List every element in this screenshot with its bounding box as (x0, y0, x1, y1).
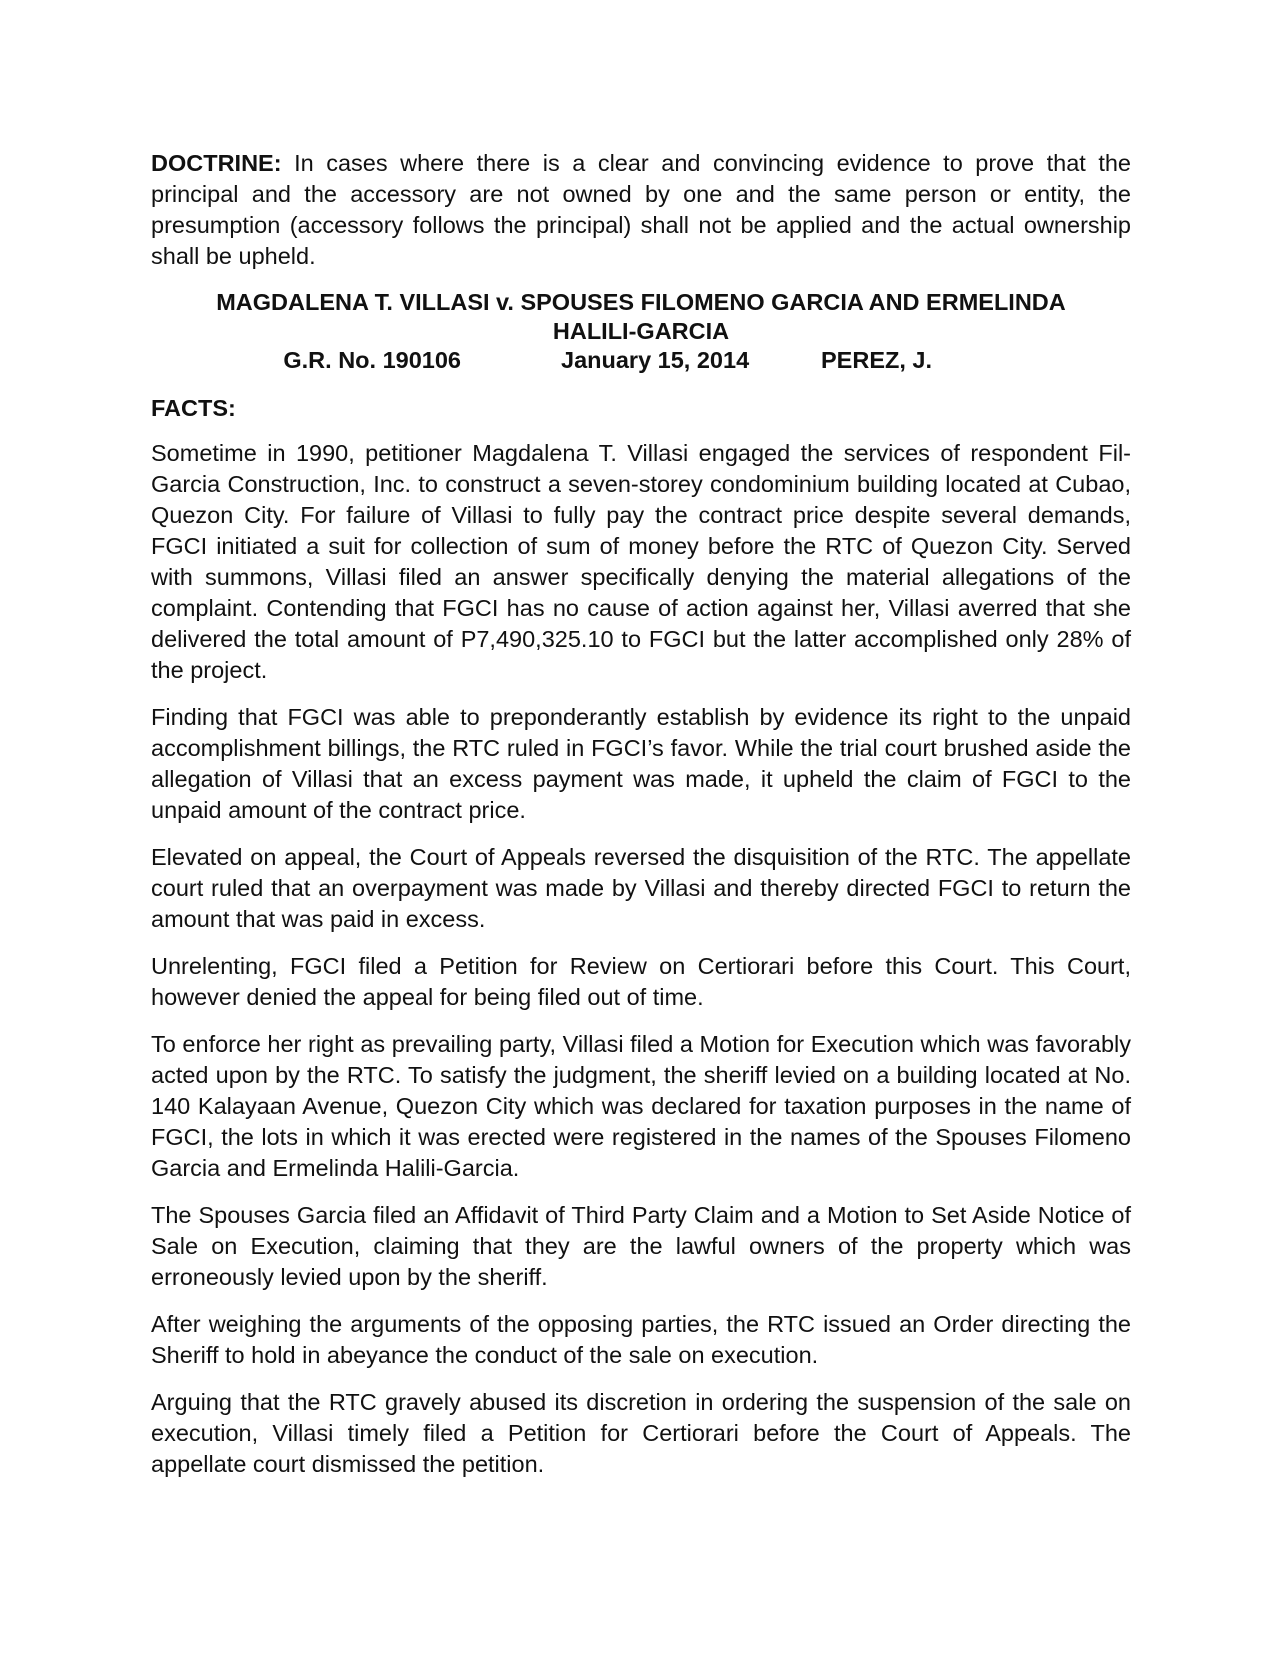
doctrine-paragraph (151, 148, 1131, 272)
case-ponente: PEREZ, J. (821, 347, 933, 373)
facts-paragraph: Sometime in 1990, petitioner Magdalena T. Villasi engaged the services of respondent Fil-Garcia Construction, Inc. to construct a seven-storey condominium building located at Cubao, Quezon City. For failure of Villasi to fully pay the contract price despite several demands, FGCI initiated a suit for collection of sum of money before the RTC of Quezon City. Served with summons, Villasi filed an answer specifically denying the material allegations of the complaint. Contending that FGCI has no cause of action against her, Villasi averred that she delivered the total amount of P7,490,325.10 to FGCI but the latter accomplished only 28% of the project. (151, 440, 1131, 683)
doctrine-text: In cases where there is a clear and convincing evidence to prove that the principal and the accessory are not owned by one and the same person or entity, the presumption (accessory follows the principal) shall not be applied and the actual ownership shall be upheld. (151, 150, 1131, 269)
document-page (151, 148, 1131, 1496)
doctrine-label: DOCTRINE: (151, 150, 282, 176)
facts-paragraph: Arguing that the RTC gravely abused its discretion in ordering the suspension of the sale on execution, Villasi timely filed a Petition for Certiorari before the Court of Appeals. The appellate court dismissed the petition. (151, 1389, 1131, 1477)
facts-paragraph: Unrelenting, FGCI filed a Petition for Review on Certiorari before this Court. This Court, however denied the appeal for being filed out of time. (151, 953, 1131, 1010)
facts-paragraph: Elevated on appeal, the Court of Appeals reversed the disquisition of the RTC. The appellate court ruled that an overpayment was made by Villasi and thereby directed FGCI to return the amount that was paid in excess. (151, 844, 1131, 932)
case-meta (151, 346, 1131, 375)
facts-paragraph: After weighing the arguments of the opposing parties, the RTC issued an Order directing the Sheriff to hold in abeyance the conduct of the sale on execution. (151, 1311, 1131, 1368)
case-date: January 15, 2014 (561, 347, 750, 373)
facts-paragraph: To enforce her right as prevailing party, Villasi filed a Motion for Execution which was favorably acted upon by the RTC. To satisfy the judgment, the sheriff levied on a building located at No. 140 Kalayaan Avenue, Quezon City which was declared for taxation purposes in the name of FGCI, the lots in which it was erected were registered in the names of the Spouses Filomeno Garcia and Ermelinda Halili-Garcia. (151, 1031, 1131, 1181)
facts-heading: FACTS: (151, 395, 236, 421)
case-title-line-1: MAGDALENA T. VILLASI v. SPOUSES FILOMENO GARCIA AND ERMELINDA (216, 289, 1066, 315)
case-gr-number: G.R. No. 190106 (283, 347, 461, 373)
facts-paragraph: The Spouses Garcia filed an Affidavit of Third Party Claim and a Motion to Set Aside Notice of Sale on Execution, claiming that they are the lawful owners of the property which was erroneously levied upon by the sheriff. (151, 1202, 1131, 1290)
case-title-line-2: HALILI-GARCIA (552, 318, 730, 344)
facts-paragraph: Finding that FGCI was able to preponderantly establish by evidence its right to the unpaid accomplishment billings, the RTC ruled in FGCI’s favor. While the trial court brushed aside the allegation of Villasi that an excess payment was made, it upheld the claim of FGCI to the unpaid amount of the contract price. (151, 704, 1131, 823)
